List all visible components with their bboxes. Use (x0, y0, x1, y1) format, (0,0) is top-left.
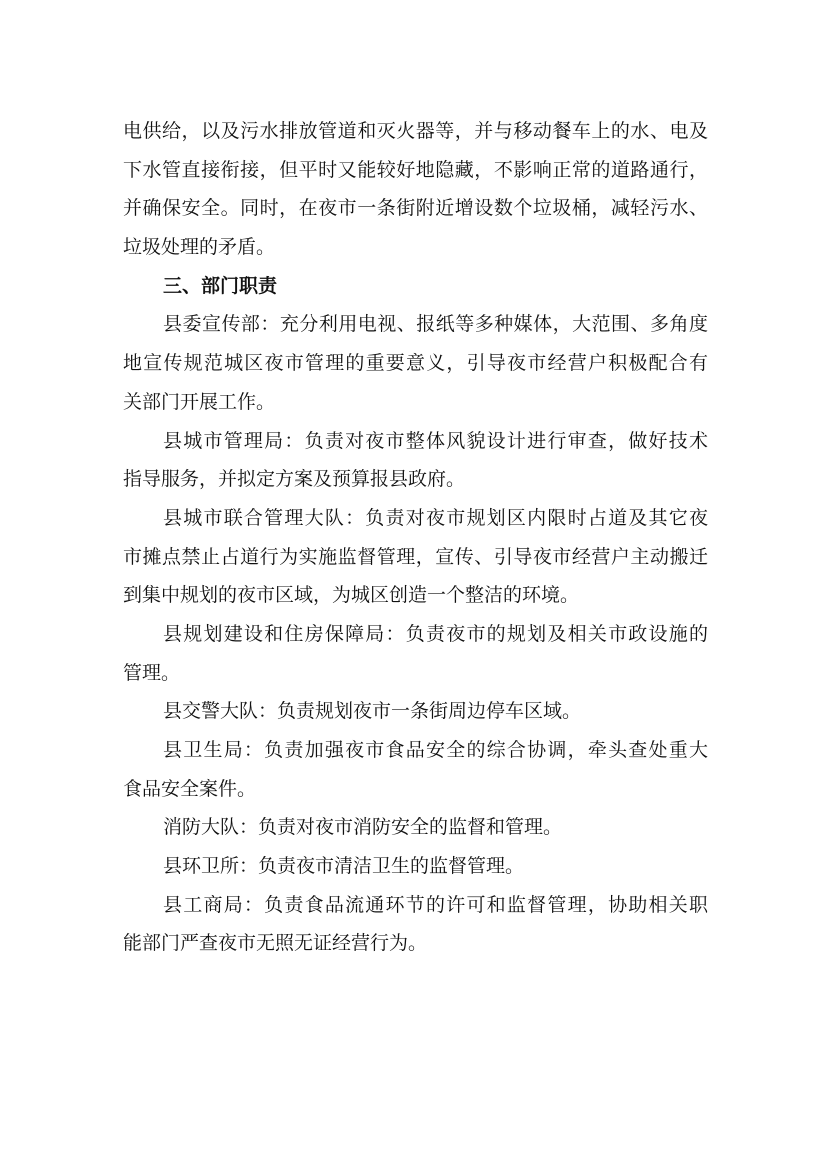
text-line: 县环卫所：负责夜市清洁卫生的监督管理。 (163, 855, 525, 878)
body-paragraph (123, 422, 708, 499)
body-paragraph (123, 731, 708, 808)
text-line: 县委宣传部：充分利用电视、报纸等多种媒体，大范围、多角度 (163, 313, 708, 336)
text-line: 能部门严查夜市无照无证经营行为。 (123, 932, 428, 955)
body-paragraph (123, 847, 708, 886)
text-line: 县工商局：负责食品流通环节的许可和监督管理，协助相关职 (163, 893, 708, 916)
section-heading (123, 267, 708, 306)
text-line: 指导服务，并拟定方案及预算报县政府。 (123, 468, 466, 491)
text-line: 县城市管理局：负责对夜市整体风貌设计进行审查，做好技术 (163, 429, 708, 452)
body-paragraph (123, 305, 708, 421)
text-line: 电供给，以及污水排放管道和灭火器等，并与移动餐车上的水、电及 (123, 120, 708, 142)
text-line: 并确保安全。同时，在夜市一条街附近增设数个垃圾桶，减轻污水、 (123, 197, 708, 220)
body-paragraph (123, 808, 708, 847)
text-line: 地宣传规范城区夜市管理的重要意义，引导夜市经营户积极配合有 (123, 352, 708, 375)
text-line: 管理。 (123, 661, 181, 684)
body-paragraph (123, 886, 708, 963)
body-paragraph (123, 112, 708, 267)
text-line: 三、部门职责 (163, 274, 278, 297)
text-line: 县卫生局：负责加强夜市食品安全的综合协调，牵头查处重大 (163, 739, 708, 761)
text-line: 垃圾处理的矛盾。 (123, 236, 276, 259)
text-line: 县城市联合管理大队：负责对夜市规划区内限时占道及其它夜 (163, 506, 708, 529)
text-line: 县规划建设和住房保障局：负责夜市的规划及相关市政设施的 (163, 622, 708, 645)
text-line: 市摊点禁止占道行为实施监督管理，宣传、引导夜市经营户主动搬迁 (123, 545, 708, 568)
document-page (123, 112, 708, 963)
body-paragraph (123, 615, 708, 692)
text-line: 下水管直接衔接，但平时又能较好地隐藏，不影响正常的道路通行， (123, 158, 708, 181)
text-line: 食品安全案件。 (123, 777, 257, 800)
text-line: 消防大队：负责对夜市消防安全的监督和管理。 (163, 816, 563, 839)
text-line: 关部门开展工作。 (123, 390, 276, 413)
text-line: 县交警大队：负责规划夜市一条街周边停车区域。 (163, 700, 582, 723)
body-paragraph (123, 692, 708, 731)
text-line: 到集中规划的夜市区域，为城区创造一个整洁的环境。 (123, 584, 580, 607)
body-paragraph (123, 499, 708, 615)
